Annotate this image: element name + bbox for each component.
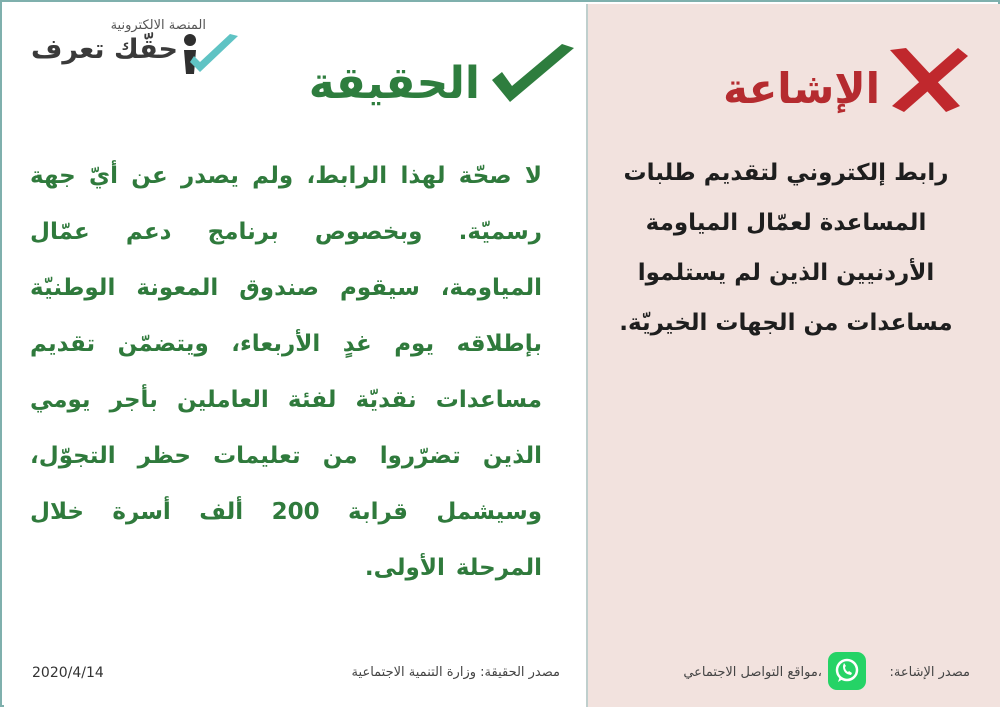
rumor-source-value: ،مواقع التواصل الاجتماعي xyxy=(683,665,822,680)
platform-logo xyxy=(26,18,246,80)
fact-title: الحقيقة xyxy=(308,58,480,109)
logo-subtitle: المنصة الالكترونية xyxy=(110,18,206,33)
check-icon xyxy=(488,40,578,114)
rumor-title: الإشاعة xyxy=(723,64,880,113)
publish-date: 2020/4/14 xyxy=(32,665,104,681)
fact-body-text: لا صحّة لهذا الرابط، ولم يصدر عن أيّ جهة رسميّة. وبخصوص برنامج دعم عمّال المياومة، سيقوم صندوق المعونة الوطنيّة بإطلاقه يوم غدٍ الأربعاء، ويتضمّن تقديم مساعدات نقديّة لفئة العاملين بأجر يومي الذين تضرّروا من تعليمات حظر التجوّل، وسيشمل قرابة 200 ألف أسرة خلال المرحلة الأولى. xyxy=(30,163,542,581)
rumor-body-text: رابط إلكتروني لتقديم طلبات المساعدة لعمّال المياومة الأردنيين الذين لم يستلموا مساعدات من الجهات الخيريّة. xyxy=(619,160,953,336)
whatsapp-icon xyxy=(828,652,866,690)
x-icon xyxy=(880,44,970,120)
rumor-source-label: مصدر الإشاعة: xyxy=(889,665,970,680)
logo-name: حقّك تعرف xyxy=(31,34,178,65)
fact-source: مصدر الحقيقة: وزارة التنمية الاجتماعية xyxy=(351,665,560,680)
person-check-icon xyxy=(176,28,246,84)
